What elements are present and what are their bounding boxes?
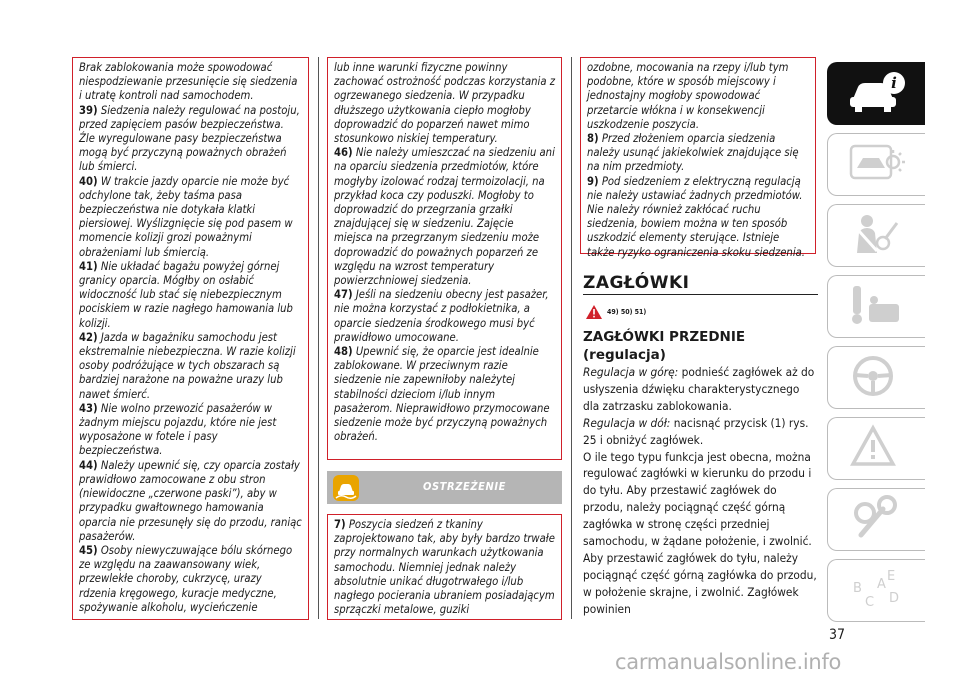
tab-maintenance[interactable]: [827, 485, 925, 556]
caution-banner: [327, 471, 562, 504]
index-letter: B: [853, 581, 862, 596]
tab-safety[interactable]: [827, 201, 925, 272]
index-letter: D: [889, 591, 900, 606]
tab-index[interactable]: [827, 556, 925, 627]
paragraph: lub inne warunki fizyczne powinny zachować ostrożność podczas korzystania z ogrzewanego siedzenia. W przypadku dłuższego użytkowania ciepło mogłoby doprowadzić do poparzeń nawet mimo stosunkowo niskiej temperatury.: [334, 61, 555, 146]
warning-lights-icon: [847, 140, 909, 186]
index-letter: A: [877, 577, 886, 592]
subheading: ZAGŁÓWKI PRZEDNIE (regulacja): [583, 329, 746, 363]
tab-emergency[interactable]: [827, 414, 925, 485]
tab-starting-driving[interactable]: [827, 272, 925, 343]
car-info-icon: [847, 69, 909, 115]
section-title: ZAGŁÓWKI: [583, 273, 690, 293]
paragraph: Brak zablokowania może spowodować niespodziewanie przesunięcie się siedzenia i utratę kontroli nad samochodem.: [79, 61, 298, 103]
paragraph: 41) Nie układać bagażu powyżej górnej granicy oparcia. Mógłby on osłabić widoczność lub stać się niebezpiecznym pociskiem w razie nagłego hamowania lub kolizji.: [79, 259, 293, 330]
paragraph: 46) Nie należy umieszczać na siedzeniu ani na oparciu siedzenia przedmiotów, które mogłyby izolować rodzaj termoizolacji, na przykład koca czy poduszki. Mogłoby to doprowadzić do przegrzania grzałki znajdującej się w siedzeniu. Zajęcie miejsca na przegrzanym siedzeniu może doprowadzić do poważnych poparzeń ze względu na wzrost temperatury powierzchniowej siedzenia.: [334, 146, 555, 288]
paragraph: Regulacja w górę: podnieść zagłówek aż do usłyszenia dźwięku charakterystycznego dla zatrzasku zablokowania.: [583, 365, 815, 413]
column-divider: [318, 57, 319, 619]
paragraph: ozdobne, mocowania na rzepy i/lub tym podobne, które w sposób miejscowy i jednostajny mogłoby spowodować przetarcie włókna i w konsekwencji uszkodzenie poszycia.: [587, 61, 789, 131]
seatbelt-airbag-icon: [847, 211, 909, 257]
page-number: 37: [829, 627, 846, 643]
reference-numbers: 49) 50) 51): [607, 308, 647, 316]
paragraph: 47) Jeśli na siedzeniu obecny jest pasażer, nie można korzystać z podłokietnika, a oparcie siedzenia środkowego musi być prawidłowo umocowane.: [334, 288, 549, 344]
watermark: carmanualsonline.info: [615, 650, 842, 674]
warnings-box-middle: [327, 57, 562, 460]
caution-car-icon: [333, 475, 359, 501]
paragraph: 43) Nie wolno przewozić pasażerów w żadnym miejscu pojazdu, które nie jest wyposażone w fotele i pasy bezpieczeństwa.: [79, 401, 277, 458]
paragraph: 40) W trakcie jazdy oparcie nie może być odchylone tak, żeby taśma pasa bezpieczeństwa nie dotykała klatki piersiowej. Wyślizgnięcie się pod pasem w momencie kolizji grozi poważnymi obrażeniami lub śmiercią.: [79, 174, 293, 259]
paragraph: 7) Poszycia siedzeń z tkaniny zaprojektowano tak, aby były bardzo trwałe przy normalnych warunkach użytkowania samochodu. Niemniej jednak należy absolutnie unikać długotrwałego i/lub nagłego pocierania ubraniem posiadającym sprzączki metalowe, guziki: [334, 518, 555, 617]
driving-icon: [847, 282, 909, 328]
paragraph: O ile tego typu funkcja jest obecna, można regulować zagłówki w kierunku do przodu i do tyłu. Aby przestawić zagłówek do przodu, należy pociągnąć część górną zagłówka w stronę części przedniej samochodu, w żądane położenie, i zwolnić. Aby przestawić zagłówek do tyłu, należy pociągnąć część górną zagłówka do przodu, w położenie skrajne, i zwolnić. Zagłówek powinien: [583, 449, 817, 616]
tab-warning-lights[interactable]: [827, 130, 925, 201]
paragraph: 42) Jazda w bagażniku samochodu jest ekstremalnie niebezpieczna. W razie kolizji osoby podróżujące w tych obszarach są bardziej narażone na poważne urazy lub nawet śmierć.: [79, 330, 296, 401]
paragraph: 9) Pod siedzeniem z elektryczną regulacją nie należy ustawiać żadnych przedmiotów. Nie należy również zakłócać ruchu siedzenia, bowiem można w ten sposób uszkodzić elementy sterujące. Istnieje także ryzyko ograniczenia skoku siedzenia.: [587, 174, 805, 259]
column-divider: [571, 57, 572, 619]
index-letter: C: [865, 595, 875, 610]
section-rule: [583, 294, 818, 295]
paragraph: 48) Upewnić się, że oparcie jest idealnie zablokowane. W przeciwnym razie siedzenie nie zapewniłoby należytej stabilności dzieciom i/lub innym pasażerom. Nieprawidłowo przymocowane siedzenie może być przyczyną poważnych obrażeń.: [334, 345, 550, 444]
warning-triangle-icon: [585, 304, 603, 320]
paragraph: 45) Osoby niewyczuwające bólu skórnego ze względu na zaawansowany wiek, przewlekłe choroby, cukrzycę, urazy rdzenia kręgowego, kuracje medyczne, spożywanie alkoholu, wycieńczenie: [79, 543, 293, 614]
paragraph: Regulacja w dół: nacisnąć przycisk (1) rys. 25 i obniżyć zagłówek.: [583, 415, 809, 447]
body-text: [583, 364, 818, 618]
emergency-icon: [847, 424, 909, 470]
svg-text:i: i: [891, 74, 897, 92]
index-letters-icon: [847, 566, 909, 612]
caution-title: OSTRZEŻENIE: [422, 480, 507, 493]
paragraph: 8) Przed złożeniem oparcia siedzenia należy usunąć jakiekolwiek znajdujące się na nim przedmioty.: [587, 132, 799, 174]
caution-box-right: [580, 57, 816, 259]
paragraph: 39) Siedzenia należy regulować na postoju, przed zapięciem pasów bezpieczeństwa. Źle wyregulowane pasy bezpieczeństwa mogą być przyczyną poważnych obrażeń lub śmierci.: [79, 103, 300, 174]
warnings-box-left: [72, 57, 309, 620]
caution-box: [327, 514, 562, 620]
steering-wheel-icon: [847, 353, 909, 399]
tab-steering[interactable]: [827, 343, 925, 414]
paragraph: 44) Należy upewnić się, czy oparcia zostały prawidłowo zamocowane z obu stron (niewidoczne „czerwone paski”), aby w przypadku gwałtownego hamowania oparcia nie przesunęły się do przodu, raniąc pasażerów.: [79, 458, 302, 543]
maintenance-icon: [847, 495, 909, 541]
index-letter: E: [887, 569, 896, 584]
tab-car-info[interactable]: [827, 59, 925, 130]
chapter-tabs: [827, 59, 925, 627]
